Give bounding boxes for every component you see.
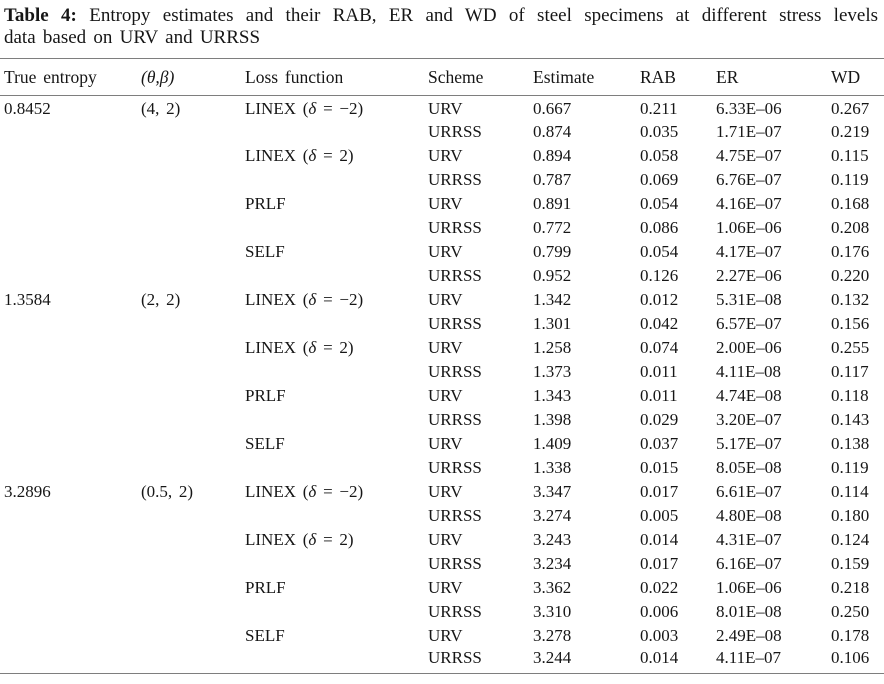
cell-wd: 0.178 <box>831 625 870 645</box>
cell-er: 8.01E–08 <box>716 601 782 621</box>
cell-er: 5.31E–08 <box>716 289 782 309</box>
cell-theta-beta <box>137 264 241 288</box>
table-row <box>0 168 884 192</box>
cell-true-entropy <box>0 456 137 480</box>
cell-theta-beta <box>137 120 241 144</box>
cell-theta-beta <box>137 624 241 648</box>
cell-er: 4.75E–07 <box>716 145 782 165</box>
cell-rab: 0.014 <box>640 529 679 549</box>
cell-loss-function <box>241 456 424 480</box>
cell-wd: 0.119 <box>831 457 869 477</box>
cell-rab: 0.017 <box>640 481 679 501</box>
cell-loss-function <box>241 624 424 648</box>
delta-symbol: δ <box>308 289 317 309</box>
cell-theta-beta <box>137 216 241 240</box>
cell-rab: 0.006 <box>640 601 679 621</box>
table-row <box>0 576 884 600</box>
table-row <box>0 600 884 624</box>
cell-rab: 0.017 <box>640 553 679 573</box>
cell-theta-beta <box>137 192 241 216</box>
loss-function-name: SELF <box>245 241 285 261</box>
table-row <box>0 240 884 264</box>
cell-loss-function <box>241 504 424 528</box>
cell-wd: 0.118 <box>831 385 869 405</box>
cell-wd: 0.220 <box>831 265 870 285</box>
cell-scheme: URV <box>428 433 463 453</box>
loss-function-name: LINEX ( <box>245 98 309 118</box>
cell-wd: 0.114 <box>831 481 869 501</box>
cell-er: 2.27E–06 <box>716 265 782 285</box>
delta-symbol: δ <box>308 481 317 501</box>
table-row <box>0 408 884 432</box>
cell-theta-beta: (2, 2) <box>141 289 181 309</box>
cell-loss-function <box>241 216 424 240</box>
cell-rab: 0.074 <box>640 337 679 357</box>
cell-er: 4.16E–07 <box>716 193 782 213</box>
cell-wd: 0.159 <box>831 553 870 573</box>
col-header-theta-beta: (θ,β) <box>137 59 241 96</box>
table-row <box>0 192 884 216</box>
table-caption-line1-text: Entropy estimates and their RAB, ER and WD of steel specimens at different stress levels <box>76 5 878 26</box>
loss-function-name: SELF <box>245 625 285 645</box>
cell-estimate: 3.310 <box>533 601 572 621</box>
cell-loss-function <box>241 192 424 216</box>
cell-estimate: 3.278 <box>533 625 572 645</box>
cell-rab: 0.014 <box>640 647 679 667</box>
cell-rab: 0.035 <box>640 121 679 141</box>
table-row <box>0 480 884 504</box>
loss-function-name: PRLF <box>245 577 286 597</box>
cell-wd: 0.117 <box>831 361 869 381</box>
cell-theta-beta: (0.5, 2) <box>141 481 194 501</box>
cell-rab: 0.005 <box>640 505 679 525</box>
cell-loss-function <box>241 168 424 192</box>
cell-wd: 0.138 <box>831 433 870 453</box>
table-row <box>0 624 884 648</box>
loss-function-value: = −2) <box>316 481 364 501</box>
cell-true-entropy <box>0 408 137 432</box>
cell-estimate: 1.373 <box>533 361 572 381</box>
cell-loss-function <box>241 120 424 144</box>
cell-estimate: 3.347 <box>533 481 572 501</box>
cell-loss-function <box>241 288 424 312</box>
cell-true-entropy <box>0 168 137 192</box>
cell-er: 4.31E–07 <box>716 529 782 549</box>
delta-symbol: δ <box>308 337 317 357</box>
cell-scheme: URV <box>428 577 463 597</box>
cell-er: 8.05E–08 <box>716 457 782 477</box>
cell-er: 1.06E–06 <box>716 217 782 237</box>
cell-wd: 0.218 <box>831 577 870 597</box>
cell-er: 6.57E–07 <box>716 313 782 333</box>
cell-rab: 0.029 <box>640 409 679 429</box>
cell-estimate: 1.301 <box>533 313 572 333</box>
cell-true-entropy <box>0 312 137 336</box>
cell-scheme: URV <box>428 529 463 549</box>
loss-function-name: LINEX ( <box>245 337 309 357</box>
cell-rab: 0.022 <box>640 577 679 597</box>
cell-theta-beta <box>137 600 241 624</box>
cell-true-entropy: 0.8452 <box>4 98 51 118</box>
cell-theta-beta <box>137 384 241 408</box>
table-row <box>0 312 884 336</box>
cell-true-entropy <box>0 144 137 168</box>
cell-wd: 0.267 <box>831 98 870 118</box>
cell-rab: 0.058 <box>640 145 679 165</box>
cell-true-entropy <box>0 120 137 144</box>
cell-theta-beta <box>137 648 241 674</box>
cell-rab: 0.086 <box>640 217 679 237</box>
cell-estimate: 0.894 <box>533 145 572 165</box>
table-caption <box>0 5 884 49</box>
cell-loss-function <box>241 384 424 408</box>
cell-wd: 0.106 <box>831 647 870 667</box>
cell-theta-beta <box>137 144 241 168</box>
table-row <box>0 432 884 456</box>
cell-theta-beta <box>137 312 241 336</box>
cell-wd: 0.143 <box>831 409 870 429</box>
cell-loss-function <box>241 240 424 264</box>
loss-function-name: PRLF <box>245 385 286 405</box>
cell-wd: 0.119 <box>831 169 869 189</box>
cell-loss-function <box>241 576 424 600</box>
cell-wd: 0.250 <box>831 601 870 621</box>
table-row <box>0 456 884 480</box>
cell-wd: 0.115 <box>831 145 869 165</box>
cell-rab: 0.037 <box>640 433 679 453</box>
cell-scheme: URV <box>428 98 463 118</box>
cell-theta-beta <box>137 240 241 264</box>
cell-wd: 0.208 <box>831 217 870 237</box>
cell-loss-function <box>241 264 424 288</box>
cell-rab: 0.042 <box>640 313 679 333</box>
cell-er: 4.80E–08 <box>716 505 782 525</box>
cell-loss-function <box>241 432 424 456</box>
cell-scheme: URRSS <box>428 647 482 667</box>
cell-er: 6.33E–06 <box>716 98 782 118</box>
cell-wd: 0.176 <box>831 241 870 261</box>
table-row <box>0 648 884 674</box>
table-row <box>0 360 884 384</box>
delta-symbol: δ <box>308 145 317 165</box>
cell-scheme: URV <box>428 289 463 309</box>
cell-scheme: URRSS <box>428 553 482 573</box>
table-row <box>0 120 884 144</box>
cell-loss-function <box>241 552 424 576</box>
col-header-estimate: Estimate <box>529 59 636 96</box>
cell-rab: 0.003 <box>640 625 679 645</box>
cell-theta-beta <box>137 432 241 456</box>
cell-true-entropy <box>0 648 137 674</box>
table-row <box>0 384 884 408</box>
cell-er: 6.61E–07 <box>716 481 782 501</box>
cell-theta-beta <box>137 552 241 576</box>
cell-rab: 0.054 <box>640 193 679 213</box>
cell-estimate: 1.343 <box>533 385 572 405</box>
cell-theta-beta: (4, 2) <box>141 98 181 118</box>
cell-rab: 0.015 <box>640 457 679 477</box>
table-caption-line2: data based on URV and URRSS <box>4 27 261 48</box>
cell-rab: 0.069 <box>640 169 679 189</box>
cell-wd: 0.180 <box>831 505 870 525</box>
cell-rab: 0.012 <box>640 289 679 309</box>
col-header-true-entropy: True entropy <box>0 59 137 96</box>
cell-estimate: 3.234 <box>533 553 572 573</box>
cell-estimate: 3.362 <box>533 577 572 597</box>
cell-rab: 0.011 <box>640 385 678 405</box>
col-header-loss-function: Loss function <box>241 59 424 96</box>
cell-estimate: 3.274 <box>533 505 572 525</box>
cell-er: 2.00E–06 <box>716 337 782 357</box>
cell-er: 1.71E–07 <box>716 121 782 141</box>
loss-function-name: SELF <box>245 433 285 453</box>
cell-true-entropy <box>0 384 137 408</box>
delta-symbol: δ <box>308 98 317 118</box>
cell-estimate: 0.799 <box>533 241 572 261</box>
cell-er: 4.17E–07 <box>716 241 782 261</box>
cell-scheme: URRSS <box>428 265 482 285</box>
table-row <box>0 528 884 552</box>
cell-wd: 0.168 <box>831 193 870 213</box>
delta-symbol: δ <box>308 529 317 549</box>
cell-loss-function <box>241 312 424 336</box>
cell-er: 4.74E–08 <box>716 385 782 405</box>
cell-rab: 0.054 <box>640 241 679 261</box>
cell-estimate: 0.667 <box>533 98 572 118</box>
cell-wd: 0.219 <box>831 121 870 141</box>
cell-true-entropy <box>0 240 137 264</box>
cell-scheme: URV <box>428 337 463 357</box>
loss-function-name: LINEX ( <box>245 289 309 309</box>
cell-theta-beta <box>137 576 241 600</box>
cell-true-entropy <box>0 192 137 216</box>
table-row <box>0 552 884 576</box>
cell-loss-function <box>241 600 424 624</box>
cell-scheme: URV <box>428 481 463 501</box>
table-caption-line1 <box>4 5 878 27</box>
loss-function-value: = 2) <box>316 529 354 549</box>
cell-loss-function <box>241 528 424 552</box>
cell-er: 6.16E–07 <box>716 553 782 573</box>
cell-true-entropy <box>0 528 137 552</box>
cell-wd: 0.255 <box>831 337 870 357</box>
cell-scheme: URV <box>428 145 463 165</box>
table-row <box>0 336 884 360</box>
col-header-rab: RAB <box>636 59 712 96</box>
cell-scheme: URRSS <box>428 217 482 237</box>
cell-scheme: URRSS <box>428 601 482 621</box>
cell-estimate: 1.398 <box>533 409 572 429</box>
cell-theta-beta <box>137 336 241 360</box>
cell-scheme: URRSS <box>428 121 482 141</box>
cell-true-entropy <box>0 360 137 384</box>
cell-theta-beta <box>137 408 241 432</box>
table-row <box>0 216 884 240</box>
cell-loss-function <box>241 144 424 168</box>
table-row <box>0 264 884 288</box>
table-body <box>0 96 884 674</box>
cell-scheme: URV <box>428 193 463 213</box>
cell-true-entropy <box>0 576 137 600</box>
cell-rab: 0.011 <box>640 361 678 381</box>
cell-true-entropy: 1.3584 <box>4 289 51 309</box>
cell-estimate: 0.891 <box>533 193 572 213</box>
loss-function-name: PRLF <box>245 193 286 213</box>
cell-true-entropy <box>0 336 137 360</box>
cell-true-entropy: 3.2896 <box>4 481 51 501</box>
cell-er: 6.76E–07 <box>716 169 782 189</box>
cell-er: 3.20E–07 <box>716 409 782 429</box>
cell-rab: 0.211 <box>640 98 678 118</box>
cell-er: 5.17E–07 <box>716 433 782 453</box>
cell-wd: 0.124 <box>831 529 870 549</box>
cell-estimate: 0.874 <box>533 121 572 141</box>
table-header <box>0 59 884 96</box>
cell-scheme: URV <box>428 385 463 405</box>
cell-scheme: URRSS <box>428 457 482 477</box>
table-row <box>0 504 884 528</box>
loss-function-name: LINEX ( <box>245 481 309 501</box>
cell-estimate: 3.243 <box>533 529 572 549</box>
table-caption-label: Table 4: <box>4 5 77 26</box>
cell-er: 4.11E–08 <box>716 361 782 381</box>
table-row <box>0 288 884 312</box>
cell-scheme: URV <box>428 241 463 261</box>
cell-estimate: 1.338 <box>533 457 572 477</box>
cell-loss-function <box>241 480 424 504</box>
results-table <box>0 58 884 674</box>
col-header-scheme: Scheme <box>424 59 529 96</box>
cell-er: 2.49E–08 <box>716 625 782 645</box>
cell-estimate: 0.772 <box>533 217 572 237</box>
cell-scheme: URRSS <box>428 409 482 429</box>
loss-function-value: = −2) <box>316 289 364 309</box>
cell-wd: 0.156 <box>831 313 870 333</box>
cell-true-entropy <box>0 552 137 576</box>
loss-function-value: = 2) <box>316 145 354 165</box>
cell-estimate: 1.342 <box>533 289 572 309</box>
cell-estimate: 1.409 <box>533 433 572 453</box>
cell-scheme: URRSS <box>428 169 482 189</box>
cell-er: 1.06E–06 <box>716 577 782 597</box>
cell-scheme: URRSS <box>428 313 482 333</box>
cell-theta-beta <box>137 456 241 480</box>
cell-scheme: URV <box>428 625 463 645</box>
cell-wd: 0.132 <box>831 289 870 309</box>
loss-function-name: LINEX ( <box>245 145 309 165</box>
cell-er: 4.11E–07 <box>716 647 782 667</box>
cell-true-entropy <box>0 504 137 528</box>
cell-true-entropy <box>0 432 137 456</box>
cell-theta-beta <box>137 528 241 552</box>
cell-loss-function <box>241 360 424 384</box>
cell-rab: 0.126 <box>640 265 679 285</box>
col-header-er: ER <box>712 59 827 96</box>
cell-loss-function <box>241 408 424 432</box>
cell-true-entropy <box>0 624 137 648</box>
cell-estimate: 0.952 <box>533 265 572 285</box>
cell-theta-beta <box>137 360 241 384</box>
cell-loss-function <box>241 648 424 674</box>
loss-function-name: LINEX ( <box>245 529 309 549</box>
cell-loss-function <box>241 96 424 120</box>
cell-theta-beta <box>137 504 241 528</box>
col-header-wd: WD <box>827 59 884 96</box>
cell-true-entropy <box>0 600 137 624</box>
cell-estimate: 3.244 <box>533 647 572 667</box>
loss-function-value: = 2) <box>316 337 354 357</box>
loss-function-value: = −2) <box>316 98 364 118</box>
table-row <box>0 96 884 120</box>
cell-true-entropy <box>0 216 137 240</box>
table-row <box>0 144 884 168</box>
cell-theta-beta <box>137 168 241 192</box>
cell-scheme: URRSS <box>428 361 482 381</box>
cell-estimate: 0.787 <box>533 169 572 189</box>
cell-true-entropy <box>0 264 137 288</box>
cell-loss-function <box>241 336 424 360</box>
cell-scheme: URRSS <box>428 505 482 525</box>
cell-estimate: 1.258 <box>533 337 572 357</box>
header-row <box>0 59 884 96</box>
